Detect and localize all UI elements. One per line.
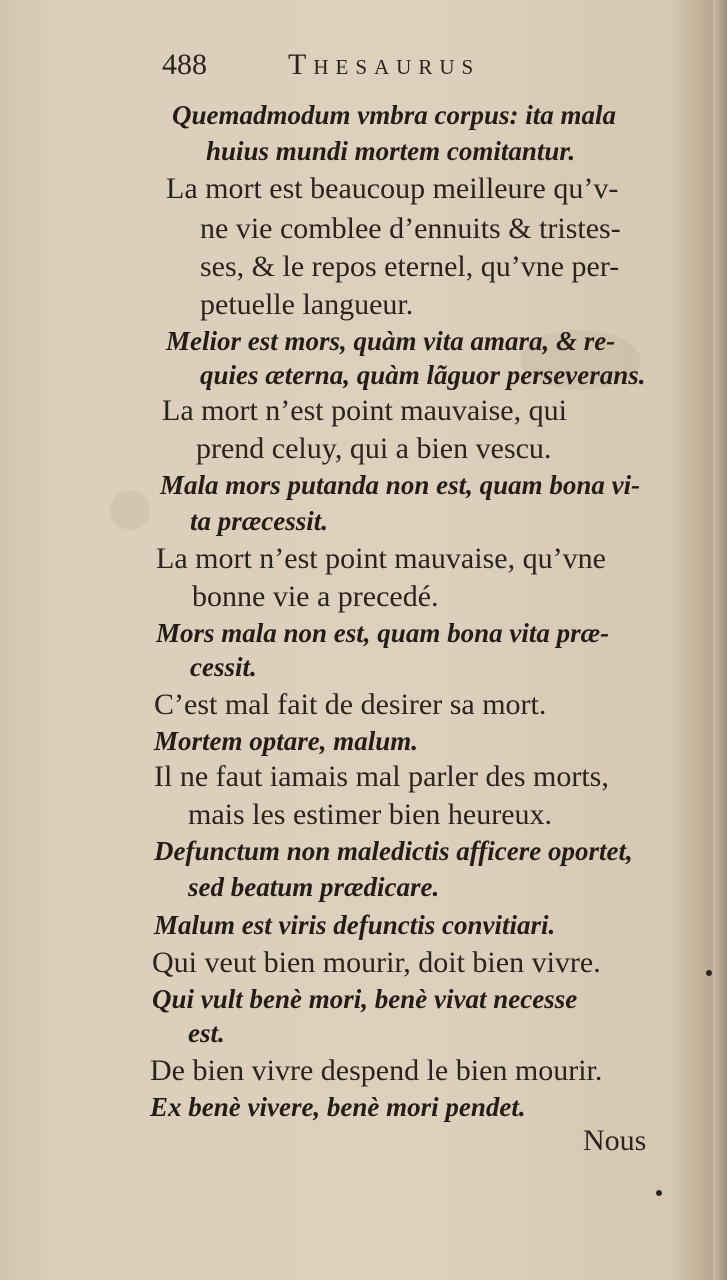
text-line-french: ne vie comblee d’ennuits & tristes- — [200, 212, 621, 245]
text-line-latin: Mors mala non est, quam bona vita præ- — [156, 618, 610, 648]
text-line-french: bonne vie a precedé. — [192, 580, 439, 613]
catchword: Nous — [583, 1124, 647, 1157]
text-line-latin: Ex benè vivere, benè mori pendet. — [150, 1092, 526, 1122]
ink-speck — [706, 970, 712, 976]
ink-speck — [656, 1190, 662, 1196]
text-line-latin: ta præcessit. — [190, 506, 328, 536]
text-line-french: mais les estimer bien heureux. — [188, 798, 553, 831]
text-line-latin: Mortem optare, malum. — [154, 726, 419, 756]
paper-stain — [110, 490, 150, 530]
text-line-latin: huius mundi mortem comitantur. — [206, 136, 576, 166]
text-line-french: De bien vivre despend le bien mourir. — [150, 1054, 603, 1087]
page-header — [162, 48, 602, 88]
text-line-french: Il ne faut iamais mal parler des morts, — [154, 760, 609, 793]
text-line-french: La mort n’est point mauvaise, qu’vne — [156, 542, 606, 575]
text-line-latin: quies æterna, quàm lãguor perseverans. — [200, 360, 646, 390]
text-line-french: ses, & le repos eternel, qu’vne per- — [200, 250, 620, 283]
text-line-latin: Defunctum non maledictis afficere oportet, — [154, 836, 633, 866]
text-line-latin: Melior est mors, quàm vita amara, & re- — [166, 326, 616, 356]
text-line-latin: Qui vult benè mori, benè vivat necesse — [152, 984, 578, 1014]
text-line-latin: Malum est viris defunctis convitiari. — [154, 910, 556, 940]
text-line-french: petuelle langueur. — [200, 288, 414, 321]
text-line-latin: sed beatum prædicare. — [188, 872, 440, 902]
running-head: Thesaurus — [288, 48, 481, 81]
text-line-french: Qui veut bien mourir, doit bien vivre. — [152, 946, 601, 979]
page-number: 488 — [162, 48, 207, 81]
page-edge-shadow — [713, 0, 727, 1280]
text-line-french: La mort n’est point mauvaise, qui — [162, 394, 567, 427]
text-line-latin: cessit. — [190, 652, 257, 682]
text-line-french: C’est mal fait de desirer sa mort. — [154, 688, 547, 721]
text-line-latin: est. — [188, 1018, 225, 1048]
text-line-latin: Mala mors putanda non est, quam bona vi- — [160, 470, 641, 500]
text-line-french: La mort est beaucoup meilleure qu’v- — [166, 172, 619, 205]
text-line-french: prend celuy, qui a bien vescu. — [196, 432, 552, 465]
text-line-latin: Quemadmodum vmbra corpus: ita mala — [172, 100, 617, 130]
